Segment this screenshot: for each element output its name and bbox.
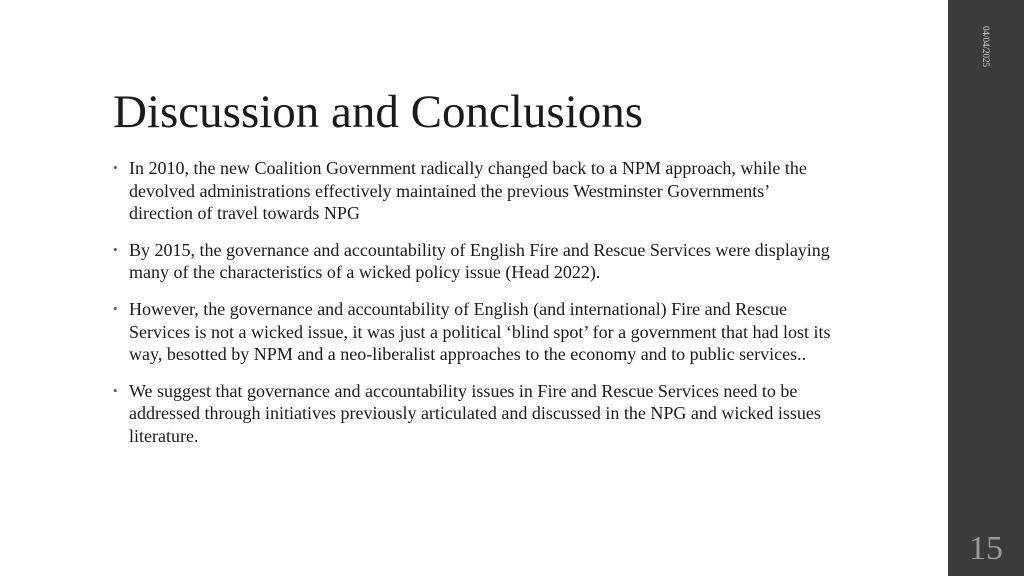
bullet-item (113, 298, 833, 366)
bullet-marker: • (113, 160, 118, 175)
bullet-text: However, the governance and accountability of English (and international) Fire and Rescue Services is not a wicked issue, it was just a political ‘blind spot’ for a government that had lost its way, besotted by NPM and a neo-liberalist approaches to the economy and to public services.. (129, 298, 831, 365)
bullet-item (113, 239, 833, 284)
bullet-text: In 2010, the new Coalition Government radically changed back to a NPM approach, while the devolved administrations effectively maintained the previous Westminster Governments’ direction of travel towards NPG (129, 158, 807, 224)
side-bar (948, 0, 1024, 576)
bullet-marker: • (113, 241, 118, 257)
slide-date: 04/04/2025 (981, 26, 991, 68)
slide-title: Discussion and Conclusions (113, 86, 644, 138)
bullet-list (113, 157, 833, 462)
bullet-text: By 2015, the governance and accountability of English Fire and Rescue Services were displaying many of the characteristics of a wicked policy issue (Head 2022). (129, 239, 830, 283)
bullet-text: We suggest that governance and accountability issues in Fire and Rescue Services need to be addressed through initiatives previously articulated and discussed in the NPG and wicked issues literature. (129, 380, 821, 446)
bullet-item (113, 157, 833, 225)
slide-number: 15 (969, 530, 1003, 567)
bullet-item (113, 380, 833, 448)
bullet-marker: • (113, 300, 118, 316)
bullet-marker: • (113, 382, 118, 398)
